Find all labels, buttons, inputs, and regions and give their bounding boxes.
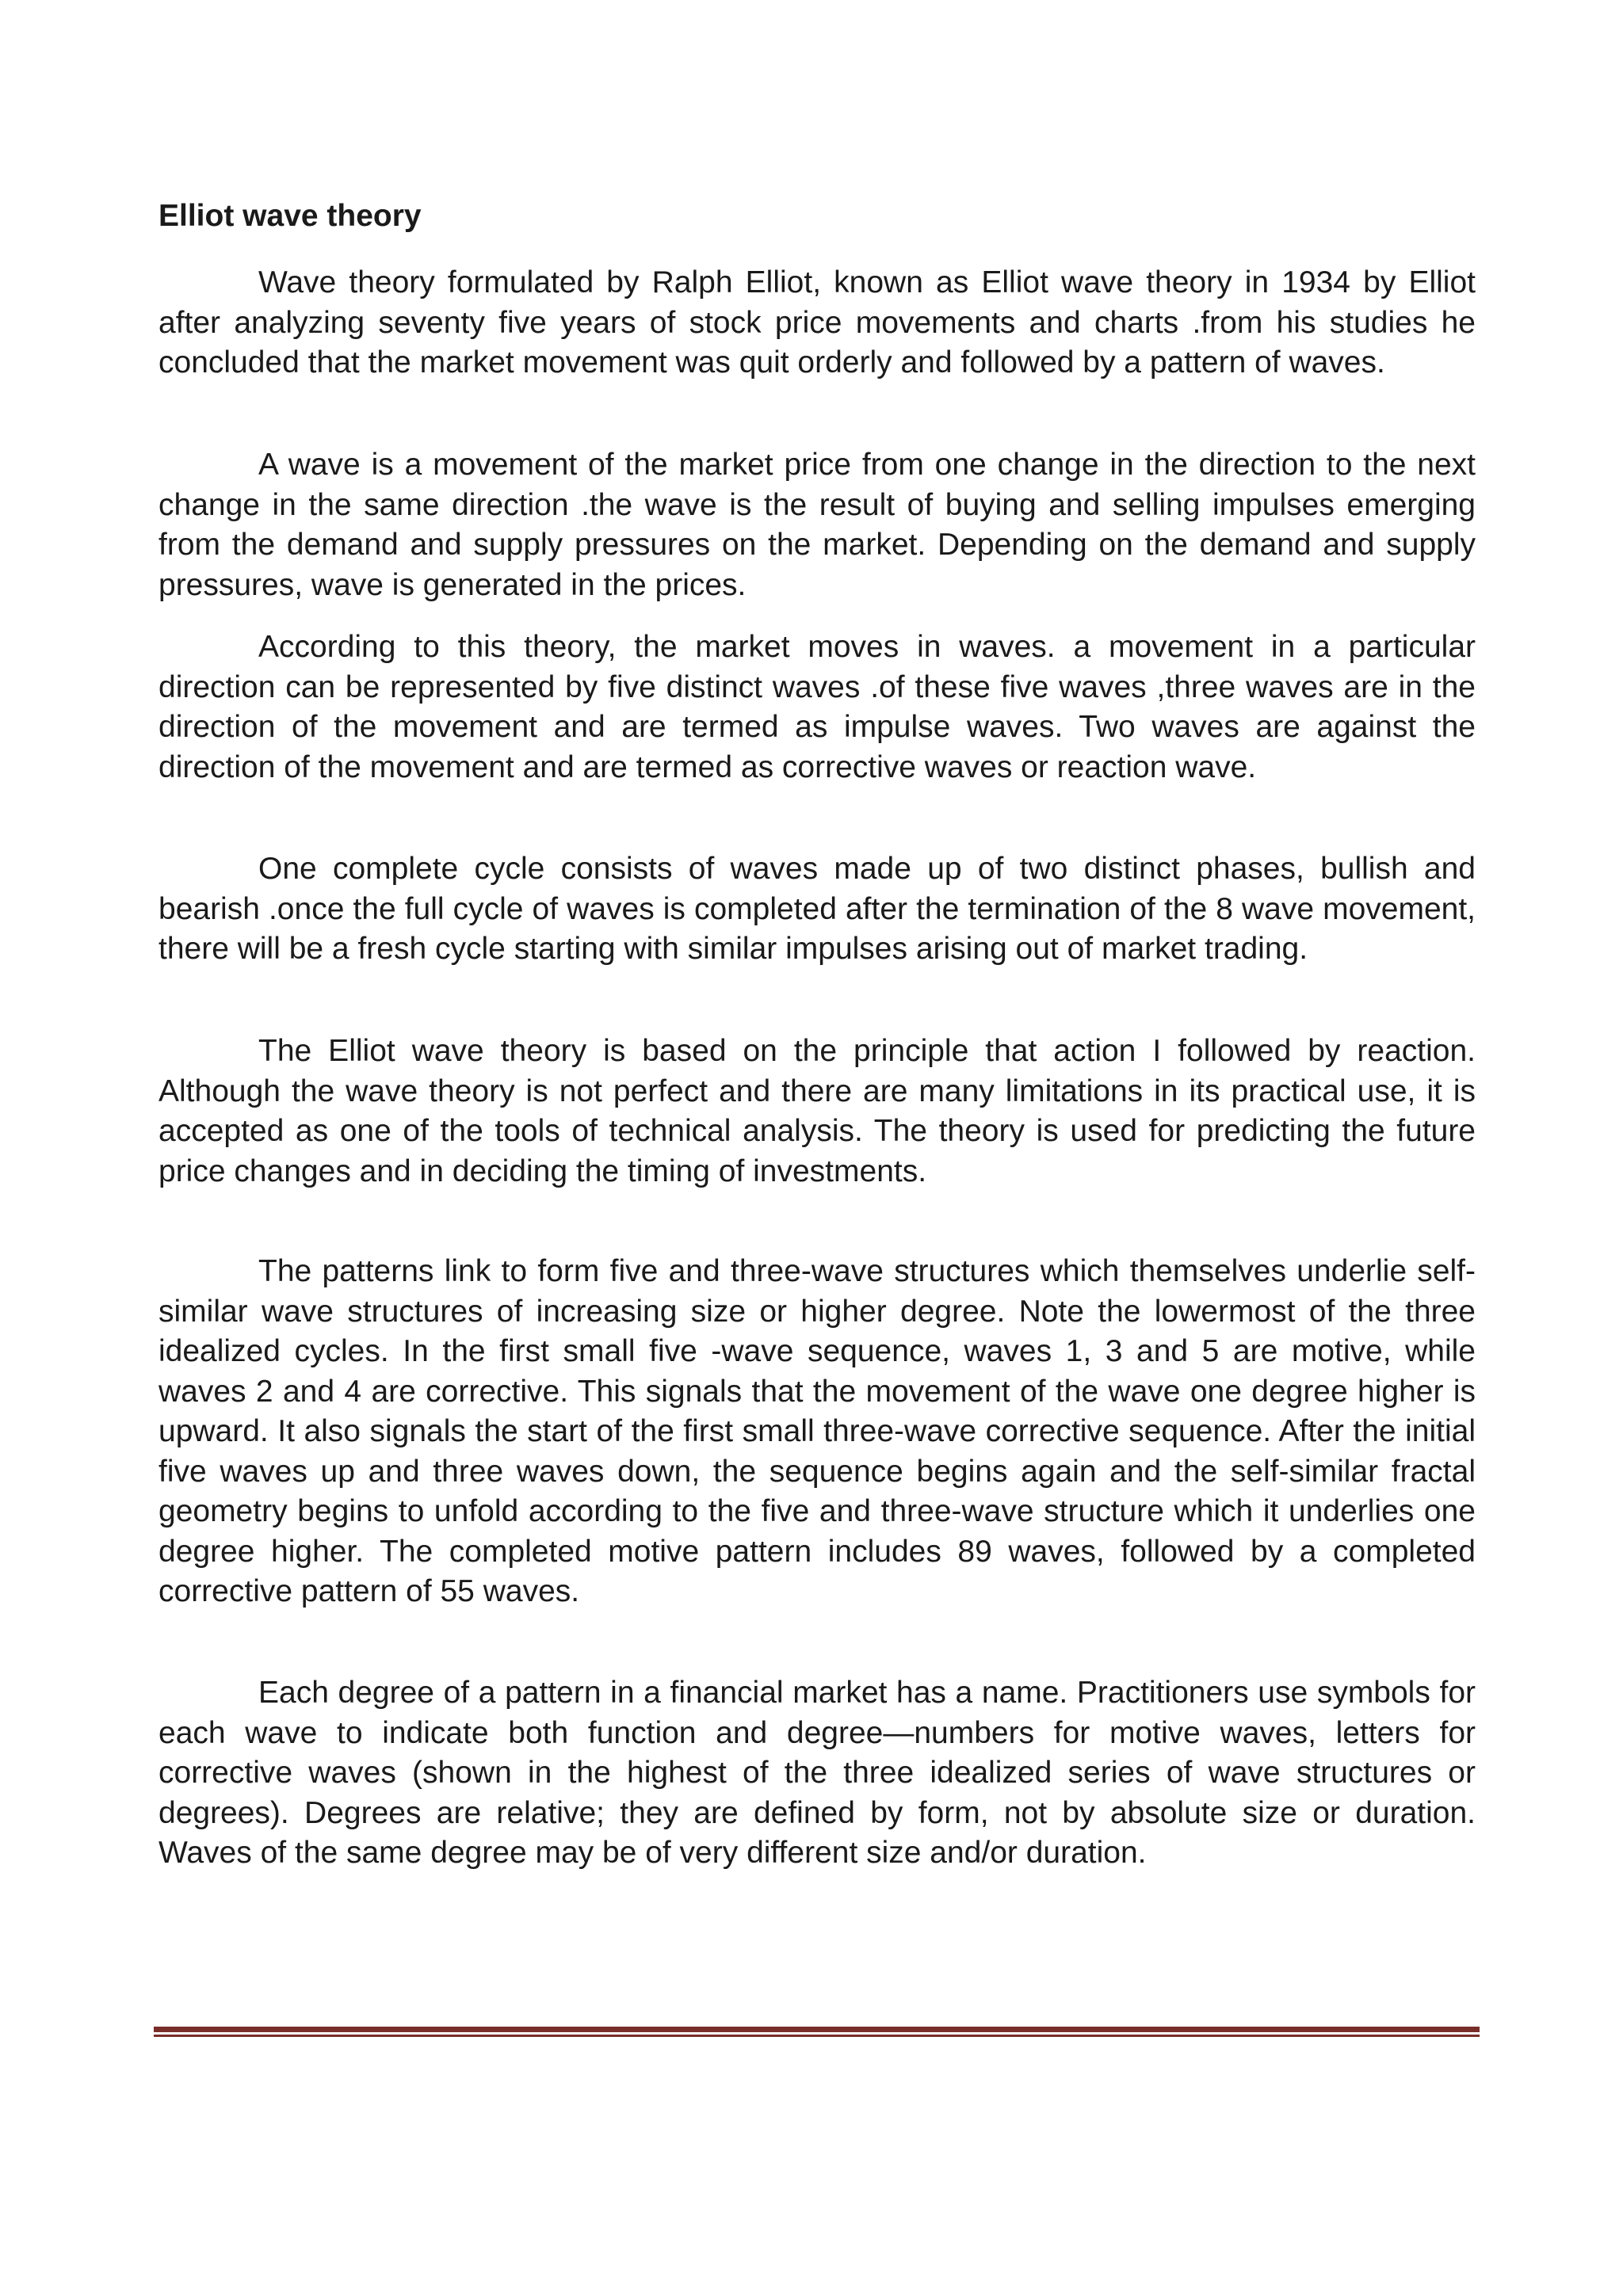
page-title: Elliot wave theory xyxy=(158,199,422,233)
footer-divider xyxy=(154,2027,1480,2037)
paragraph-1: Wave theory formulated by Ralph Elliot, known as Elliot wave theory in 1934 by Elliot after analyzing seventy five years of stock price movements and charts .from his studies he concluded that the market movement was quit orderly and followed by a pattern of waves. xyxy=(158,265,1476,379)
paragraph-7: Each degree of a pattern in a financial market has a name. Practitioners use symbols for each wave to indicate both function and degree—numbers for motive waves, letters for corrective waves (shown in the highest of the three idealized series of wave structures or degrees). Degrees are relative; they are defined by form, not by absolute size or duration. Waves of the same degree may be of very different size and/or duration. xyxy=(158,1676,1476,1870)
paragraph-4: One complete cycle consists of waves made up of two distinct phases, bullish and bearish .once the full cycle of waves is completed after the termination of the 8 wave movement, there will be a fresh cycle starting with similar impulses arising out of market trading. xyxy=(158,852,1476,966)
footer-divider-thick-line xyxy=(154,2027,1480,2032)
paragraph-6: The patterns link to form five and three-wave structures which themselves underlie self-similar wave structures of increasing size or higher degree. Note the lowermost of the three idealized cycles. In the first small five -wave sequence, waves 1, 3 and 5 are motive, while waves 2 and 4 are corrective. This signals that the movement of the wave one degree higher is upward. It also signals the start of the first small three-wave corrective sequence. After the initial five waves up and three waves down, the sequence begins again and the self-similar fractal geometry begins to unfold according to the five and three-wave structure which it underlies one degree higher. The completed motive pattern includes 89 waves, followed by a completed corrective pattern of 55 waves. xyxy=(158,1254,1476,1608)
paragraph-5: The Elliot wave theory is based on the principle that action I followed by reaction. Although the wave theory is not perfect and there are many limitations in its practical use, it is accepted as one of the tools of technical analysis. The theory is used for predicting the future price changes and in deciding the timing of investments. xyxy=(158,1034,1476,1188)
paragraph-3: According to this theory, the market moves in waves. a movement in a particular direction can be represented by five distinct waves .of these five waves ,three waves are in the direction of the movement and are termed as impulse waves. Two waves are against the direction of the movement and are termed as corrective waves or reaction wave. xyxy=(158,630,1476,784)
paragraph-2: A wave is a movement of the market price from one change in the direction to the next change in the same direction .the wave is the result of buying and selling impulses emerging from the demand and supply pressures on the market. Depending on the demand and supply pressures, wave is generated in the prices. xyxy=(158,448,1476,602)
footer-divider-thin-line xyxy=(154,2035,1480,2037)
